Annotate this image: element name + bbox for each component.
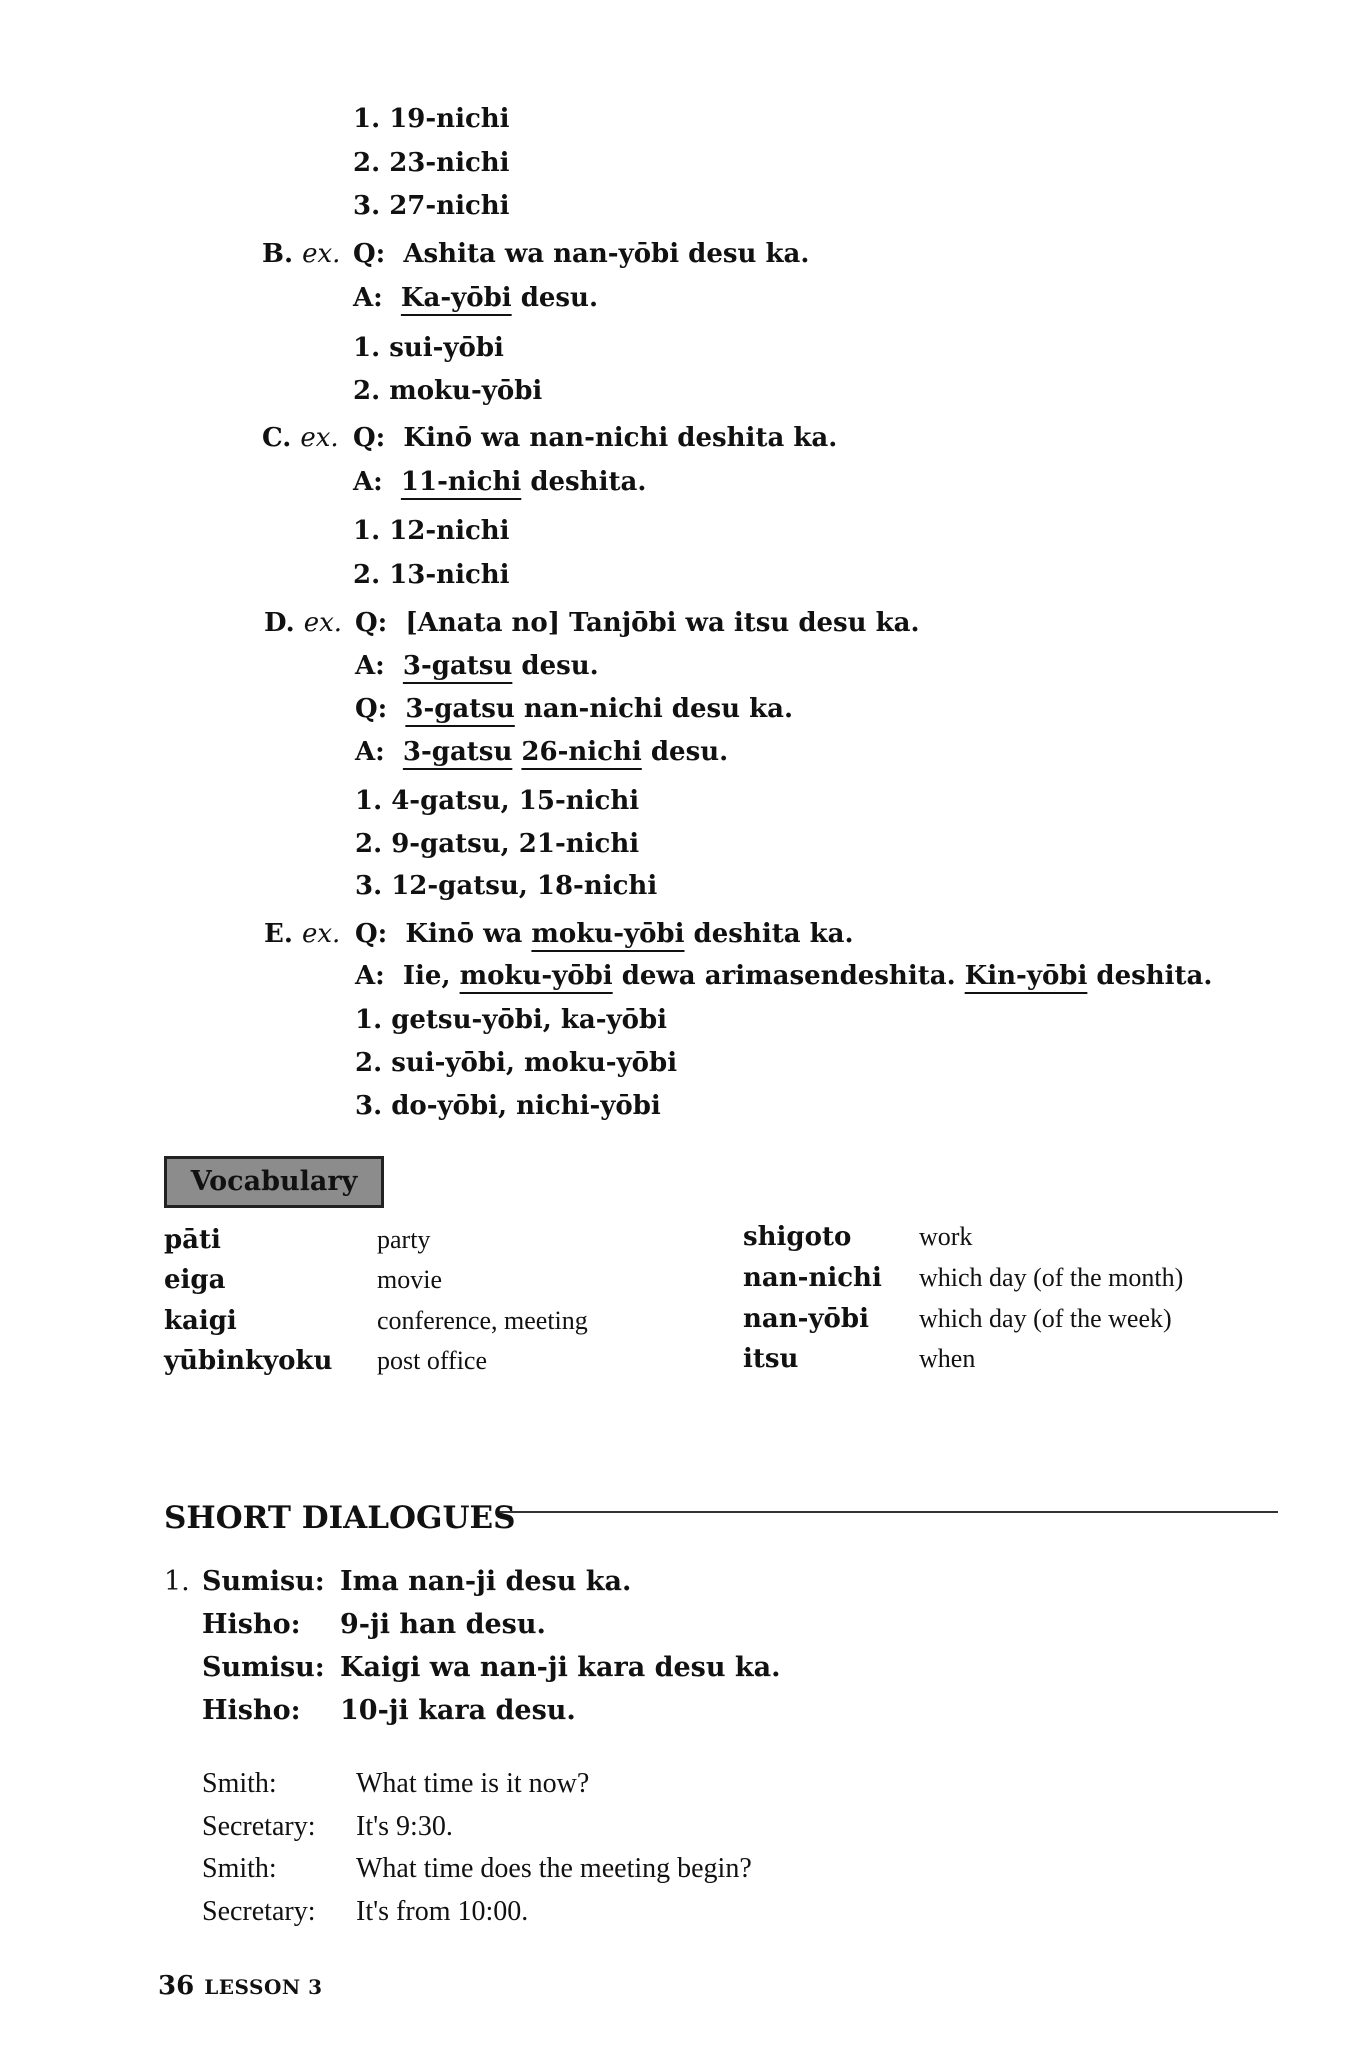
drill-c-question: Q: Kinō wa nan-nichi deshita ka. <box>353 423 838 453</box>
dialogue-speaker: Hisho: <box>202 1695 301 1726</box>
drill-d-item-3: 3. 12-gatsu, 18-nichi <box>355 871 658 901</box>
drill-b-question: Q: Ashita wa nan-yōbi desu ka. <box>353 239 810 269</box>
drill-e-item-2: 2. sui-yōbi, moku-yōbi <box>355 1048 678 1078</box>
vocab-word: nan-nichi <box>743 1263 882 1293</box>
lesson-label: LESSON 3 <box>204 1975 323 1999</box>
drill-d-question-1: Q: [Anata no] Tanjōbi wa itsu desu ka. <box>355 608 920 638</box>
page-footer <box>158 1971 323 2001</box>
drill-e-question: Q: Kinō wa moku-yōbi deshita ka. <box>355 919 854 949</box>
drill-b-answer: A: Ka-yōbi desu. <box>353 283 599 313</box>
short-dialogues-title: SHORT DIALOGUES <box>164 1500 516 1536</box>
drill-a-item-3: 3. 27-nichi <box>353 191 510 221</box>
vocab-word: pāti <box>164 1225 221 1255</box>
vocab-word: itsu <box>743 1344 799 1374</box>
vocab-meaning: which day (of the week) <box>919 1304 1172 1333</box>
drill-c-item-1: 1. 12-nichi <box>353 516 510 546</box>
translation-line: What time is it now? <box>356 1768 590 1799</box>
vocab-meaning: which day (of the month) <box>919 1263 1184 1292</box>
dialogue-speaker: Hisho: <box>202 1609 301 1640</box>
translation-speaker: Secretary: <box>202 1811 316 1842</box>
vocab-meaning: when <box>919 1344 976 1373</box>
drill-b-item-2: 2. moku-yōbi <box>353 376 543 406</box>
drill-b-item-1: 1. sui-yōbi <box>353 333 504 363</box>
translation-line: It's 9:30. <box>356 1811 453 1842</box>
dialogue-speaker: Sumisu: <box>202 1652 325 1683</box>
dialogue-line: Ima nan-ji desu ka. <box>340 1566 632 1597</box>
drill-e-item-1: 1. getsu-yōbi, ka-yōbi <box>355 1005 668 1035</box>
drill-e-letter: E. ex. <box>264 919 341 949</box>
translation-speaker: Smith: <box>202 1768 277 1799</box>
drill-c-item-2: 2. 13-nichi <box>353 560 510 590</box>
translation-speaker: Smith: <box>202 1853 277 1884</box>
drill-d-letter: D. ex. <box>264 608 343 638</box>
dialogue-speaker: Sumisu: <box>202 1566 325 1597</box>
drill-e-item-3: 3. do-yōbi, nichi-yōbi <box>355 1091 661 1121</box>
drill-d-answer-1: A: 3-gatsu desu. <box>355 651 599 681</box>
dialogue-line: 9-ji han desu. <box>340 1609 546 1640</box>
drill-d-item-1: 1. 4-gatsu, 15-nichi <box>355 786 640 816</box>
vocab-word: shigoto <box>743 1222 852 1252</box>
drill-b-letter: B. ex. <box>262 239 341 269</box>
vocabulary-heading: Vocabulary <box>164 1156 384 1208</box>
drill-d-answer-2: A: 3-gatsu 26-nichi desu. <box>355 737 729 767</box>
drill-d-item-2: 2. 9-gatsu, 21-nichi <box>355 829 640 859</box>
vocab-meaning: post office <box>377 1346 487 1375</box>
dialogue-line: 10-ji kara desu. <box>340 1695 576 1726</box>
drill-c-letter: C. ex. <box>262 423 339 453</box>
translation-speaker: Secretary: <box>202 1896 316 1927</box>
dialogue-number: 1. <box>164 1566 190 1597</box>
drill-a-item-1: 1. 19-nichi <box>353 104 510 134</box>
dialogue-line: Kaigi wa nan-ji kara desu ka. <box>340 1652 781 1683</box>
vocab-meaning: conference, meeting <box>377 1306 588 1335</box>
vocab-word: nan-yōbi <box>743 1304 869 1334</box>
vocab-word: kaigi <box>164 1306 237 1336</box>
drill-e-answer: A: Iie, moku-yōbi dewa arimasendeshita. Kin-yōbi deshita. <box>355 961 1213 991</box>
drill-d-question-2: Q: 3-gatsu nan-nichi desu ka. <box>355 694 793 724</box>
vocab-meaning: party <box>377 1225 431 1254</box>
vocab-meaning: movie <box>377 1265 442 1294</box>
vocab-meaning: work <box>919 1222 973 1251</box>
vocab-word: yūbinkyoku <box>164 1346 333 1376</box>
section-rule <box>500 1511 1278 1513</box>
drill-a-item-2: 2. 23-nichi <box>353 148 510 178</box>
page-number: 36 <box>158 1971 195 2001</box>
translation-line: It's from 10:00. <box>356 1896 529 1927</box>
vocab-word: eiga <box>164 1265 226 1295</box>
translation-line: What time does the meeting begin? <box>356 1853 752 1884</box>
drill-c-answer: A: 11-nichi deshita. <box>353 467 647 497</box>
